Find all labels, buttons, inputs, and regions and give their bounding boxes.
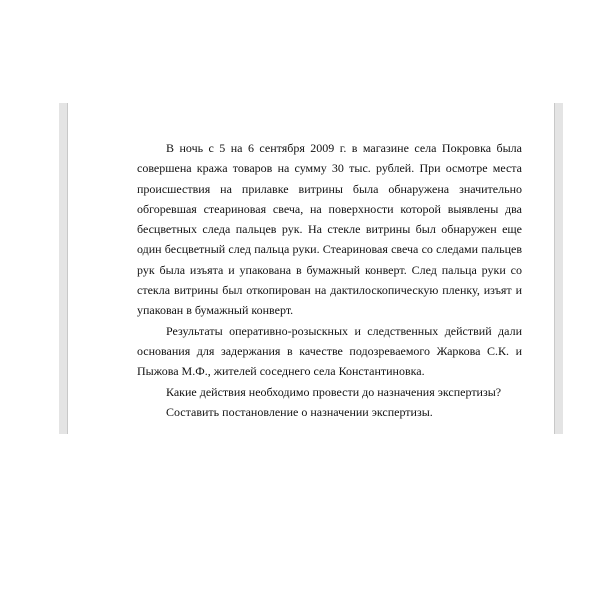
- paragraph-case-description: В ночь с 5 на 6 сентября 2009 г. в магазине села Покровка была совершена кража товаров на сумму 30 тыс. рублей. При осмотре места происшествия на прилавке витрины была обнаружена значительно обгоревшая стеариновая свеча, на поверхности которой выявлены два бесцветных следа пальцев рук. На стекле витрины был обнаружен еще один бесцветный след пальца руки. Стеариновая свеча со следами пальцев рук была изъята и упакована в бумажный конверт. След пальца руки со стекла витрины был откопирован на дактилоскопическую пленку, изъят и упакован в бумажный конверт.: [137, 141, 522, 318]
- left-margin-bar: [59, 103, 68, 434]
- right-margin-bar: [554, 103, 563, 434]
- paragraph-investigation-results: Результаты оперативно-розыскных и следственных действий дали основания для задержания в качестве подозреваемого Жаркова С.К. и Пыжова М.Ф., жителей соседнего села Константиновка.: [137, 323, 522, 379]
- document-page: [137, 138, 522, 422]
- paragraph-task: Составить постановление о назначении экспертизы.: [166, 404, 433, 419]
- paragraph-question: Какие действия необходимо провести до назначения экспертизы?: [166, 384, 502, 399]
